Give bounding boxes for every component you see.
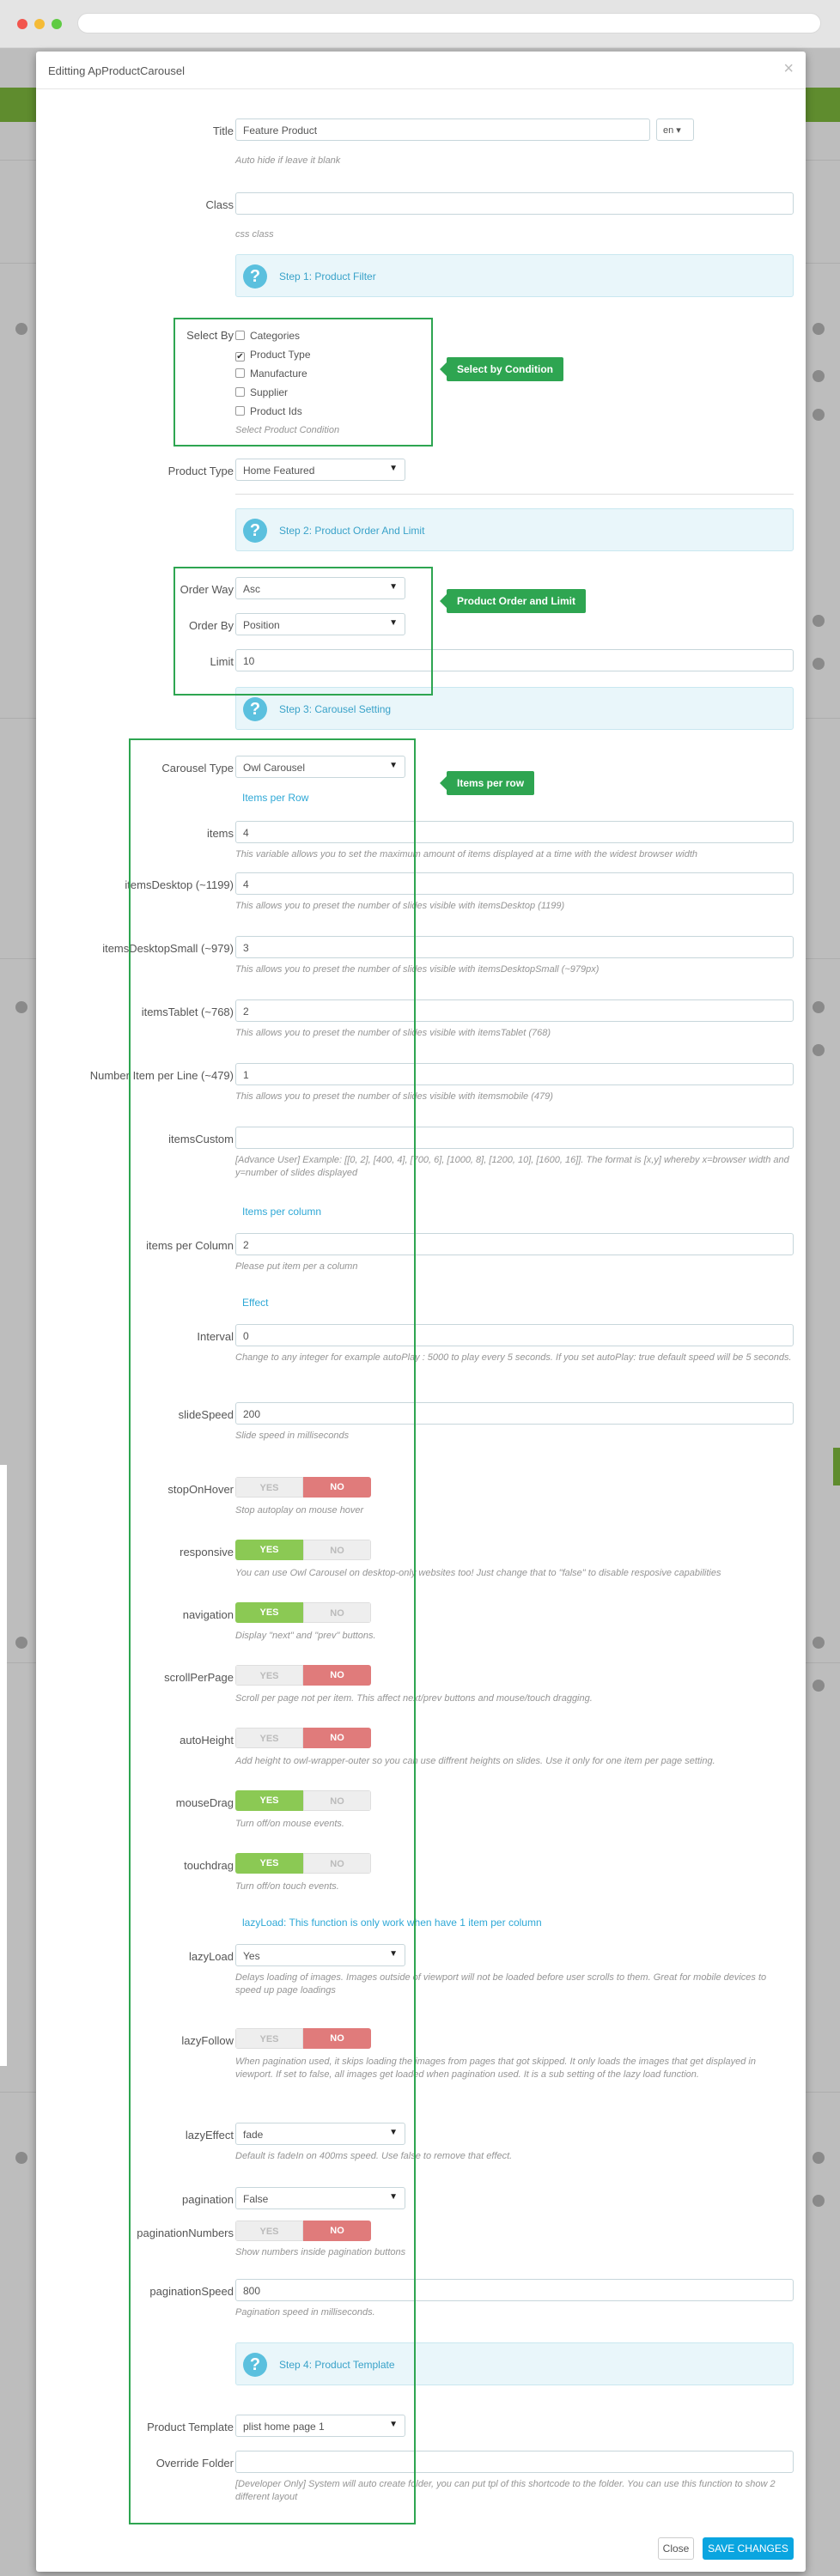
checkbox-supplier[interactable]: Supplier xyxy=(235,386,288,398)
items-tablet-help: This allows you to preset the number of slides visible with itemsTablet (768) xyxy=(235,1028,551,1038)
items-tablet-input[interactable]: 2 xyxy=(235,999,794,1022)
pagination-numbers-help: Show numbers inside pagination buttons xyxy=(235,2247,406,2257)
override-folder-label: Override Folder xyxy=(155,2457,234,2470)
carousel-type-select[interactable]: Owl Carousel ▼ xyxy=(235,756,405,778)
close-button[interactable]: Close xyxy=(658,2537,694,2560)
class-help: css class xyxy=(235,229,274,240)
mousedrag-no[interactable]: NO xyxy=(303,1790,371,1811)
mousedrag-help: Turn off/on mouse events. xyxy=(235,1819,344,1829)
items-help: This variable allows you to set the maximum amount of items displayed at a time with the widest browser width xyxy=(235,849,698,860)
mousedrag-label: mouseDrag xyxy=(175,1796,234,1809)
step-1-banner xyxy=(235,254,794,297)
items-mobile-input[interactable]: 1 xyxy=(235,1063,794,1085)
checkbox-categories[interactable]: Categories xyxy=(235,330,300,342)
autoheight-no[interactable]: NO xyxy=(303,1728,371,1748)
pagination-numbers-label: paginationNumbers xyxy=(137,2227,234,2239)
navigation-label: navigation xyxy=(182,1608,234,1621)
stoponhover-help: Stop autoplay on mouse hover xyxy=(235,1505,364,1516)
scrollperpage-no[interactable]: NO xyxy=(303,1665,371,1686)
navigation-no[interactable]: NO xyxy=(303,1602,371,1623)
lazyfollow-help: When pagination used, it skips loading the images from pages that got skipped. It only loads the images that get displayed in viewport. If set to false, all images get loaded when pagination used. It is a sub setting of the lazy load function. xyxy=(235,2057,756,2080)
backdrop-dot-icon xyxy=(15,1637,27,1649)
backdrop-dot-icon xyxy=(15,323,27,335)
product-template-select[interactable]: plist home page 1 ▼ xyxy=(235,2415,405,2437)
mousedrag-toggle[interactable] xyxy=(235,1790,371,1811)
step-1-title: Step 1: Product Filter xyxy=(279,270,376,283)
backdrop-dot-icon xyxy=(813,323,825,335)
touchdrag-help: Turn off/on touch events. xyxy=(235,1881,339,1892)
backdrop-dot-icon xyxy=(813,1001,825,1013)
interval-label: Interval xyxy=(197,1330,234,1343)
pagination-speed-help: Pagination speed in milliseconds. xyxy=(235,2307,375,2318)
modal-header xyxy=(36,52,806,89)
question-icon: ? xyxy=(243,519,267,543)
autoheight-yes[interactable]: YES xyxy=(235,1728,303,1748)
step-2-title: Step 2: Product Order And Limit xyxy=(279,525,425,537)
pagination-speed-label: paginationSpeed xyxy=(149,2285,234,2298)
step-4-title: Step 4: Product Template xyxy=(279,2359,395,2371)
items-desktop-small-label: itemsDesktopSmall (~979) xyxy=(102,942,234,955)
items-per-row-heading: Items per Row xyxy=(242,792,309,804)
backdrop-dot-icon xyxy=(813,1680,825,1692)
items-desktop-small-help: This allows you to preset the number of slides visible with itemsDesktopSmall (~979px) xyxy=(235,964,600,975)
browser-chrome xyxy=(0,0,840,48)
items-mobile-label: Number Item per Line (~479) xyxy=(89,1069,234,1082)
question-icon: ? xyxy=(243,697,267,721)
language-select[interactable]: en ▾ xyxy=(656,118,694,141)
backdrop-dot-icon xyxy=(15,1001,27,1013)
stoponhover-toggle[interactable] xyxy=(235,1477,371,1498)
modal-title: Editting ApProductCarousel xyxy=(48,64,185,77)
maximize-window-icon[interactable] xyxy=(52,19,62,29)
backdrop-dot-icon xyxy=(813,370,825,382)
lazyfollow-toggle[interactable]: YES NO xyxy=(235,2028,371,2049)
checkbox-manufacture[interactable]: Manufacture xyxy=(235,368,307,380)
annotation-select-by-condition: Select by Condition xyxy=(447,357,563,381)
autoheight-help: Add height to owl-wrapper-outer so you can use diffrent heights on slides. Use it only for one item per page setting. xyxy=(235,1756,715,1766)
backdrop-dot-icon xyxy=(15,2152,27,2164)
navigation-help: Display "next" and "prev" buttons. xyxy=(235,1631,376,1641)
title-label: Title xyxy=(212,125,234,137)
product-type-select[interactable]: Home Featured ▼ xyxy=(235,459,405,481)
items-per-column-heading: Items per column xyxy=(242,1206,322,1218)
touchdrag-no[interactable]: NO xyxy=(303,1853,371,1874)
close-window-icon[interactable] xyxy=(17,19,27,29)
question-icon: ? xyxy=(243,2353,267,2377)
responsive-toggle[interactable] xyxy=(235,1540,371,1560)
pagination-select[interactable]: False ▼ xyxy=(235,2187,405,2209)
checkbox-product-ids[interactable]: Product Ids xyxy=(235,405,302,417)
select-by-help: Select Product Condition xyxy=(235,425,340,435)
lazyeffect-label: lazyEffect xyxy=(185,2129,234,2142)
slide-speed-label: slideSpeed xyxy=(178,1408,234,1421)
stoponhover-yes[interactable]: YES xyxy=(235,1477,303,1498)
product-template-label: Product Template xyxy=(147,2421,234,2433)
items-per-column-input[interactable]: 2 xyxy=(235,1233,794,1255)
step-4-banner xyxy=(235,2342,794,2385)
items-desktop-input[interactable]: 4 xyxy=(235,872,794,895)
backdrop-dot-icon xyxy=(813,2152,825,2164)
carousel-type-label: Carousel Type xyxy=(161,762,234,775)
items-label: items xyxy=(206,827,234,840)
items-mobile-help: This allows you to preset the number of slides visible with itemsmobile (479) xyxy=(235,1091,553,1102)
scrollperpage-help: Scroll per page not per item. This affect next/prev buttons and mouse/touch dragging. xyxy=(235,1693,593,1704)
touchdrag-yes[interactable]: YES xyxy=(235,1853,303,1874)
navigation-toggle[interactable] xyxy=(235,1602,371,1623)
lazyload-select[interactable]: Yes ▼ xyxy=(235,1944,405,1966)
minimize-window-icon[interactable] xyxy=(34,19,45,29)
annotation-items-per-row: Items per row xyxy=(447,771,534,795)
responsive-yes[interactable]: YES xyxy=(235,1540,303,1560)
backdrop-dot-icon xyxy=(813,1044,825,1056)
autoheight-label: autoHeight xyxy=(180,1734,234,1747)
items-custom-help: [Advance User] Example: [[0, 2], [400, 4], [700, 6], [1000, 8], [1200, 10], [1600, 16]]. The format is [x,y] whereby x=browser width and y=number of slides displayed xyxy=(235,1155,789,1178)
order-way-label: Order Way xyxy=(180,583,234,596)
class-input[interactable] xyxy=(235,192,794,215)
items-per-column-label: items per Column xyxy=(146,1239,234,1252)
lazyeffect-help: Default is fadeIn on 400ms speed. Use false to remove that effect. xyxy=(235,2151,513,2161)
lazyload-help: Delays loading of images. Images outside of viewport will not be loaded before user scrolls to them. Great for mobile devices to speed up page loadings xyxy=(235,1972,767,1996)
navigation-yes[interactable]: YES xyxy=(235,1602,303,1623)
step-3-banner xyxy=(235,687,794,730)
responsive-help: You can use Owl Carousel on desktop-only websites too! Just change that to "false" to disable resposive capabilities xyxy=(235,1568,721,1578)
title-input[interactable]: Feature Product xyxy=(235,118,650,141)
slide-speed-help: Slide speed in milliseconds xyxy=(235,1431,350,1441)
scrollperpage-toggle[interactable] xyxy=(235,1665,371,1686)
backdrop-dot-icon xyxy=(813,1637,825,1649)
items-desktop-label: itemsDesktop (~1199) xyxy=(125,878,234,891)
close-icon[interactable]: × xyxy=(783,59,794,78)
backdrop-dot-icon xyxy=(813,658,825,670)
pagination-label: pagination xyxy=(182,2193,234,2206)
touchdrag-label: touchdrag xyxy=(184,1859,234,1872)
pagination-speed-input[interactable]: 800 xyxy=(235,2279,794,2301)
items-input[interactable]: 4 xyxy=(235,821,794,843)
backdrop-dot-icon xyxy=(813,615,825,627)
annotation-product-order-limit: Product Order and Limit xyxy=(447,589,586,613)
backdrop-dot-icon xyxy=(813,409,825,421)
save-changes-button[interactable]: SAVE CHANGES xyxy=(703,2537,794,2560)
items-desktop-small-input[interactable]: 3 xyxy=(235,936,794,958)
lazyload-heading: lazyLoad: This function is only work when have 1 item per column xyxy=(242,1917,542,1929)
interval-help: Change to any integer for example autoPlay : 5000 to play every 5 seconds. If you set autoPlay: true default speed will be 5 seconds. xyxy=(235,1352,792,1363)
responsive-no[interactable]: NO xyxy=(303,1540,371,1560)
edit-carousel-modal xyxy=(36,52,806,2572)
select-by-label: Select By xyxy=(186,329,234,342)
slide-speed-input[interactable]: 200 xyxy=(235,1402,794,1425)
lazyeffect-select[interactable]: fade ▼ xyxy=(235,2123,405,2145)
scrollperpage-label: scrollPerPage xyxy=(164,1671,234,1684)
product-type-label: Product Type xyxy=(167,465,234,477)
stoponhover-no[interactable]: NO xyxy=(303,1477,371,1498)
mousedrag-yes[interactable]: YES xyxy=(235,1790,303,1811)
limit-input[interactable]: 10 xyxy=(235,649,794,671)
scrollperpage-yes[interactable]: YES xyxy=(235,1665,303,1686)
class-label: Class xyxy=(205,198,234,211)
checkbox-product-type[interactable]: ✔ Product Type xyxy=(236,349,311,361)
touchdrag-toggle[interactable] xyxy=(235,1853,371,1874)
interval-input[interactable]: 0 xyxy=(235,1324,794,1346)
address-bar[interactable] xyxy=(77,13,821,33)
items-custom-input[interactable] xyxy=(235,1127,794,1149)
items-desktop-help: This allows you to preset the number of slides visible with itemsDesktop (1199) xyxy=(235,901,565,911)
backdrop-dot-icon xyxy=(813,2195,825,2207)
pagination-numbers-toggle[interactable]: YES NO xyxy=(235,2221,371,2241)
items-tablet-label: itemsTablet (~768) xyxy=(141,1005,234,1018)
limit-label: Limit xyxy=(210,655,234,668)
lazyload-label: lazyLoad xyxy=(188,1950,234,1963)
step-3-title: Step 3: Carousel Setting xyxy=(279,703,392,715)
items-custom-label: itemsCustom xyxy=(168,1133,234,1145)
items-per-column-help: Please put item per a column xyxy=(235,1261,358,1272)
effect-heading: Effect xyxy=(242,1297,269,1309)
order-by-label: Order By xyxy=(188,619,234,632)
title-help: Auto hide if leave it blank xyxy=(235,155,341,166)
responsive-label: responsive xyxy=(180,1546,234,1558)
order-way-select[interactable]: Asc ▼ xyxy=(235,577,405,599)
stoponhover-label: stopOnHover xyxy=(167,1483,234,1496)
autoheight-toggle[interactable] xyxy=(235,1728,371,1748)
question-icon: ? xyxy=(243,264,267,289)
override-folder-help: [Developer Only] System will auto create folder, you can put tpl of this shortcode to the folder. You can use this function to show 2 different layout xyxy=(235,2479,776,2502)
override-folder-input[interactable] xyxy=(235,2451,794,2473)
lazyfollow-label: lazyFollow xyxy=(181,2034,234,2047)
order-by-select[interactable]: Position ▼ xyxy=(235,613,405,635)
step-2-banner xyxy=(235,508,794,551)
